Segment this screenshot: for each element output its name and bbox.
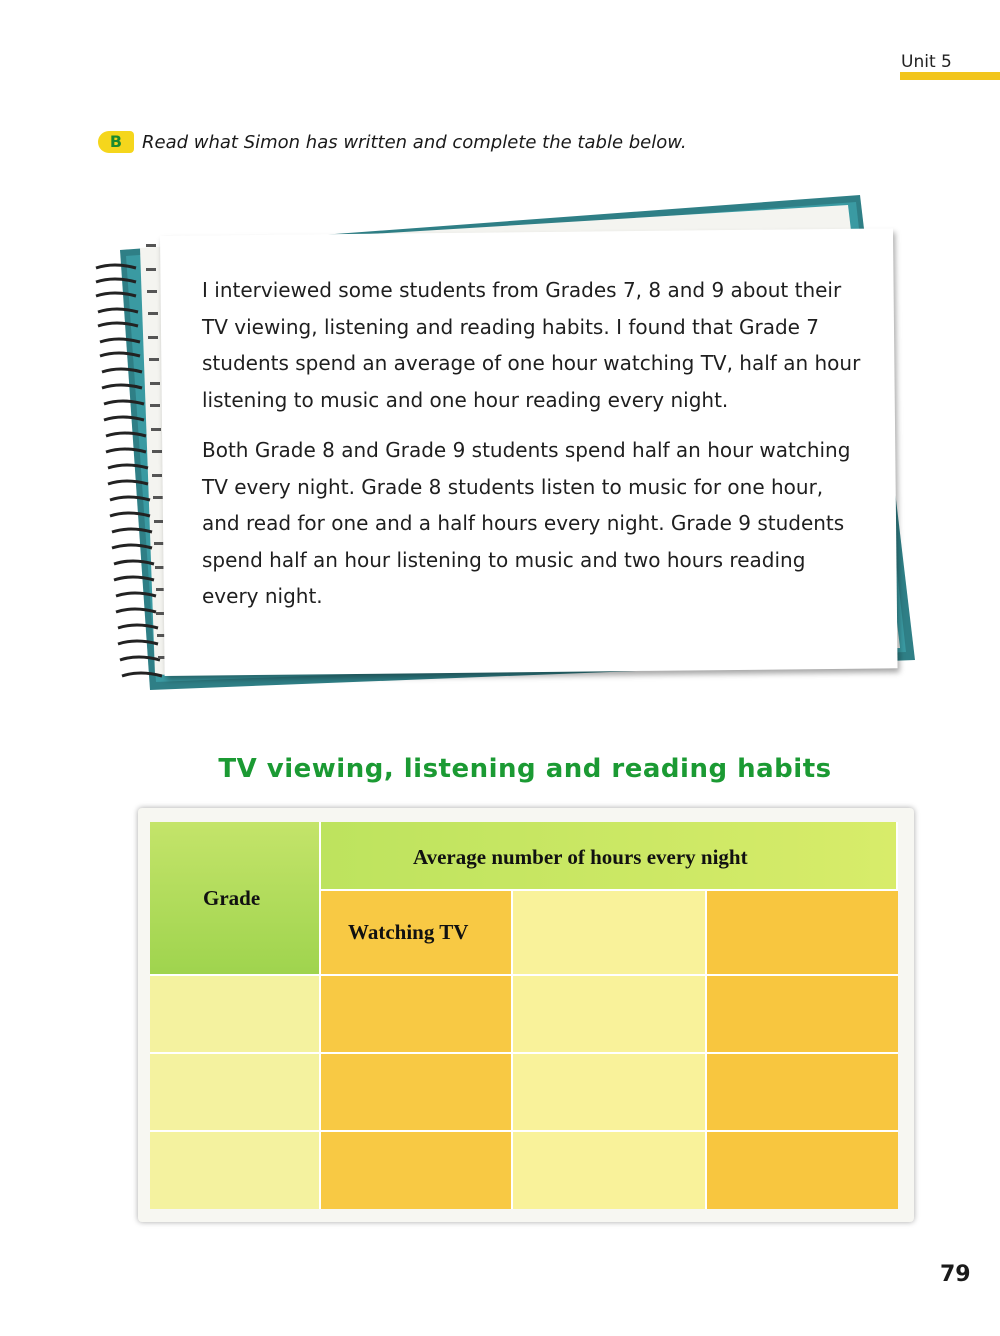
instruction-text: Read what Simon has written and complete the table below.: [142, 131, 687, 153]
page-number: 79: [940, 1262, 971, 1287]
table-cell[interactable]: [321, 1054, 513, 1132]
subheader-cell-3: [707, 891, 898, 976]
habits-table: [150, 822, 898, 1209]
table-cell[interactable]: [150, 1054, 321, 1132]
grade-header: Grade: [203, 886, 261, 910]
table-cell[interactable]: [321, 1132, 513, 1209]
unit-label: Unit 5: [901, 52, 952, 72]
table-cell[interactable]: [707, 976, 898, 1054]
table-cell[interactable]: [707, 1054, 898, 1132]
table-cell[interactable]: [150, 976, 321, 1054]
subheader-watching-tv: Watching TV: [348, 920, 469, 944]
note-paragraph-1: I interviewed some students from Grades 7, 8 and 9 about their TV viewing, listening and reading habits. I found that Grade 7 students spend an average of one hour watching TV, half an hour listening to music and one hour reading every night.: [202, 278, 861, 412]
table-cell[interactable]: [513, 1054, 707, 1132]
simon-note: [202, 272, 862, 629]
table-cell[interactable]: [513, 1132, 707, 1209]
table-cell[interactable]: [707, 1132, 898, 1209]
subheader-cell-2: [513, 891, 707, 976]
group-header: Average number of hours every night: [413, 845, 748, 869]
exercise-letter-badge: B: [98, 131, 134, 153]
table-cell[interactable]: [321, 976, 513, 1054]
table-title: TV viewing, listening and reading habits: [218, 754, 832, 784]
table-cell[interactable]: [150, 1132, 321, 1209]
table-cell[interactable]: [513, 976, 707, 1054]
note-paragraph-2: Both Grade 8 and Grade 9 students spend half an hour watching TV every night. Grade 8 students listen to music for one hour, and read for one and a half hours every night. Grade 9 students spend half an hour listening to music and two hours reading every night.: [202, 438, 851, 608]
